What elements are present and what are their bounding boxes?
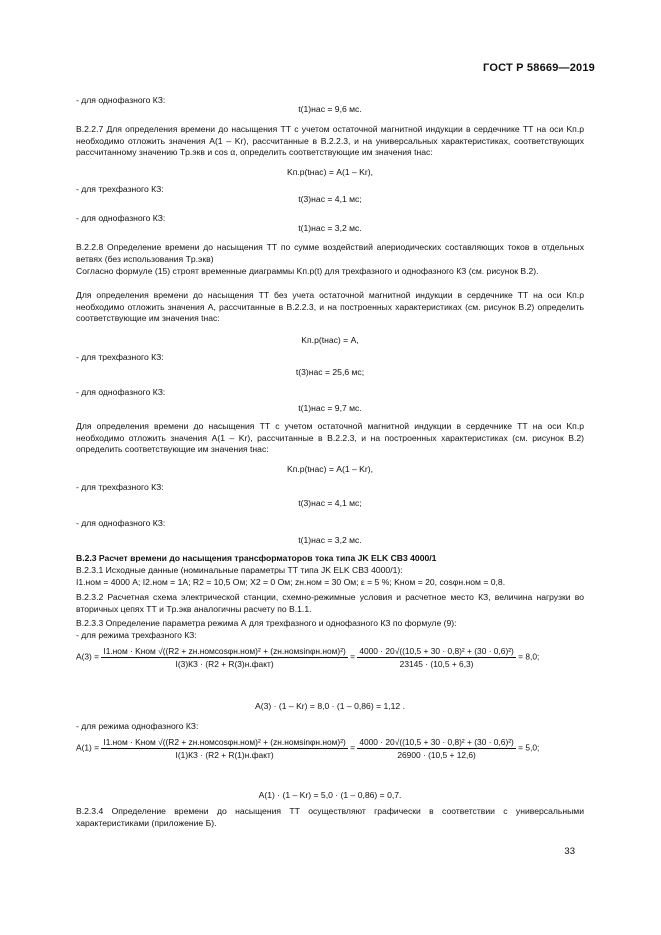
text-line: - для режима трехфазного КЗ: — [76, 630, 197, 640]
eq-denominator: I(1)КЗ · (R2 + R(1)н.факт) — [175, 750, 274, 760]
equation-1phase: A(1) = I1.ном · Kном √((R2 + zн.номcosφн.ном)² + (zн.номsinφн.ном)²) I(1)КЗ · (R2 + R(1)н.факт) = $\frac{\text{4000 · 20√((10,5 + 30 · 0,8)² + (30 · 0,6)²)}}{26900 \cdot (10,5 + 12,6)}$ = 5,0; — [76, 737, 540, 760]
doc-header: ГОСТ Р 58669—2019 — [483, 62, 595, 74]
paragraph: Для определения времени до насыщения ТТ с учетом остаточной магнитной индукции в сердечнике ТТ на оси Kп.р необходимо отложить значения A(1 – Kr), рассчитанные в В.2.2.3, и на построенных характеристиках (см. рисунок В.2) определить соответствующие им значения tнас: — [76, 421, 584, 455]
eq-numerator: I1.ном · Kном √((R2 + zн.номcosφн.ном)² + (zн.номsinφн.ном)²) — [103, 646, 346, 656]
text-line: - для однофазного КЗ: — [76, 213, 166, 223]
formula: Kп.р(tнас) = A(1 – Kr), — [286, 167, 374, 177]
paragraph: В.2.2.7 Для определения времени до насыщения ТТ с учетом остаточной магнитной индукции в сердечнике ТТ на оси Kп.р необходимо отложить значения A(1 – Kr), рассчитанные в В.2.2.3, и на универсальных характеристиках, соответствующих рассчитанному значению Tр.экв и cos α, определить соответствующие им значения tнас: — [76, 124, 584, 158]
paragraph: Согласно формуле (15) строят временные диаграммы Kп.р(t) для трехфазного и однофазного КЗ (см. рисунок В.2). — [76, 266, 539, 276]
eq-fraction-general — [101, 646, 347, 669]
formula: t(1)нас = 3,2 мс. — [298, 223, 362, 233]
eq-lhs: A(3) = — [76, 651, 100, 662]
formula: t(3)нас = 4,1 мс; — [298, 498, 362, 508]
formula: A(1) · (1 – Kr) = 5,0 · (1 – 0,86) = 0,7. — [258, 790, 402, 800]
paragraph: В.2.3.3 Определение параметра режима А для трехфазного и однофазного КЗ по формуле (9): — [76, 618, 457, 628]
paragraph: Для определения времени до насыщения ТТ без учета остаточной магнитной индукции в сердечнике ТТ на оси Kп.р необходимо отложить значения A, рассчитанные в В.2.2.3, и на построенных характеристиках (см. рисунок В.2) определить соответствующие им значения tнас: — [76, 290, 584, 324]
eq-fraction-values — [357, 737, 516, 760]
paragraph: В.2.2.8 Определение времени до насыщения ТТ по сумме воздействий апериодических составляющих токов в отдельных ветвях (без использования Tр.экв) — [76, 242, 584, 264]
section-heading: В.2.3 Расчет времени до насыщения трансформаторов тока типа JK ELK CB3 4000/1 — [76, 553, 437, 563]
formula: Kп.р(tнас) = A, — [301, 335, 359, 345]
formula: t(1)нас = 9,7 мс. — [298, 403, 362, 413]
paragraph: В.2.3.1 Исходные данные (номинальные параметры ТТ типа JK ELK CB3 4000/1): — [76, 565, 403, 575]
eq-denominator: 26900 · (10,5 + 12,6) — [397, 750, 476, 760]
text-line: - для трехфазного КЗ: — [76, 482, 164, 492]
eq-result: = 5,0; — [518, 742, 540, 753]
eq-fraction-general — [101, 737, 347, 760]
eq-result: = 8,0; — [518, 651, 540, 662]
formula: t(3)нас = 4,1 мс; — [298, 194, 362, 204]
page-number: 33 — [564, 846, 575, 857]
formula: A(3) · (1 – Kr) = 8,0 · (1 – 0,86) = 1,12 . — [255, 701, 405, 711]
eq-numerator: I1.ном · Kном √((R2 + zн.номcosφн.ном)² + (zн.номsinφн.ном)²) — [103, 737, 346, 747]
text-line: - для однофазного КЗ: — [76, 387, 166, 397]
formula: t(3)нас = 25,6 мс; — [295, 367, 365, 377]
equation-3phase: A(3) = I1.ном · Kном √((R2 + zн.номcosφн.ном)² + (zн.номsinφн.ном)²) I(3)КЗ · (R2 + R(3)н.факт) = $\frac{\text{4000 · 20√((10,5 + 30 · 0,8)² + (30 · 0,6)²)}}{23145 \cdot (10,5 + 6,3)}$ = 8,0; — [76, 646, 540, 669]
text-line: - для трехфазного КЗ: — [76, 352, 164, 362]
text-line: - для однофазного КЗ: — [76, 518, 166, 528]
paragraph: В.2.3.4 Определение времени до насыщения ТТ осуществляют графически в соответствии с универсальными характеристиками (приложение Б). — [76, 806, 584, 828]
text-line: - для трехфазного КЗ: — [76, 184, 164, 194]
formula: Kп.р(tнас) = A(1 – Kr), — [286, 464, 374, 474]
formula: t(1)нас = 3,2 мс. — [298, 535, 362, 545]
eq-fraction-values — [357, 646, 516, 669]
text-line: - для режима однофазного КЗ: — [76, 721, 199, 731]
eq-numerator: 4000 · 20√((10,5 + 30 · 0,8)² + (30 · 0,6)²) — [359, 646, 514, 656]
eq-numerator: 4000 · 20√((10,5 + 30 · 0,8)² + (30 · 0,6)²) — [359, 737, 514, 747]
formula: t(1)нас = 9,6 мс. — [298, 104, 362, 114]
eq-denominator: I(3)КЗ · (R2 + R(3)н.факт) — [175, 659, 274, 669]
eq-denominator: 23145 · (10,5 + 6,3) — [399, 659, 474, 669]
text-line: - для однофазного КЗ: — [76, 95, 166, 105]
eq-lhs: A(1) = — [76, 742, 100, 753]
paragraph: I1.ном = 4000 А; I2.ном = 1А; R2 = 10,5 Ом; X2 = 0 Ом; zн.ном = 30 Ом; ε = 5 %; Kном = 20, cosφн.ном = 0,8. — [76, 577, 506, 587]
paragraph: В.2.3.2 Расчетная схема электрической станции, схемно-режимные условия и расчетное место КЗ, величина нагрузки во вторичных цепях ТТ и Tр.экв аналогичны расчету по В.1.1. — [76, 592, 584, 614]
